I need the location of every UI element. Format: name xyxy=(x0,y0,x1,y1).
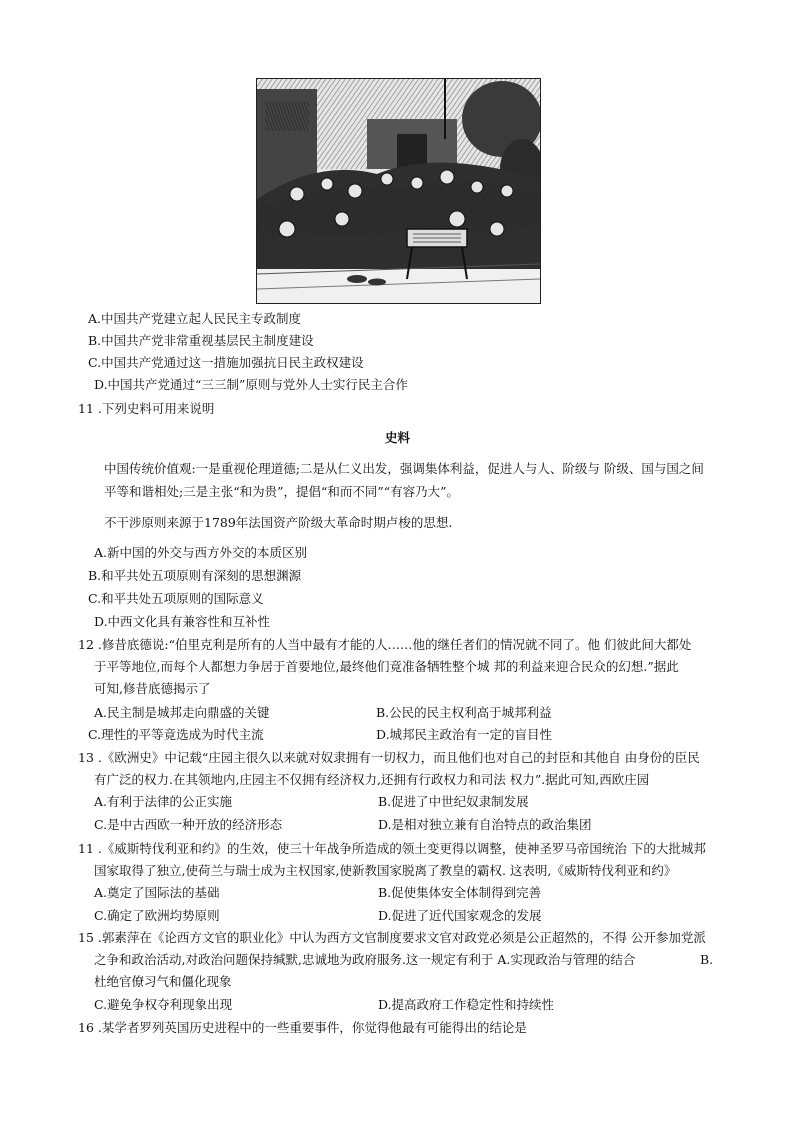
q15-stem-line-2-tail: B. xyxy=(700,952,714,967)
material-line-3: 不干涉原则来源于1789年法国资产阶级大革命时期卢梭的思想. xyxy=(104,515,453,530)
material-line-2: 平等和谐相处;三是主张“和为贵”，提倡“和而不同”“有容乃大”。 xyxy=(104,484,460,499)
q10-option-a: A.中国共产党建立起人民民主专政制度 xyxy=(88,311,302,326)
q14-option-d: D.促进了近代国家观念的发展 xyxy=(378,908,542,923)
q13-stem-line-1: 13 .《欧洲史》中记载“庄园主很久以来就对奴隶拥有一切权力，而且他们也对自己的封臣和其他自 由身份的臣民 xyxy=(78,750,700,765)
q15-stem-line-3: 杜绝官僚习气和僵化现象 xyxy=(94,974,232,989)
material-line-1: 中国传统价值观:一是重视伦理道德;二是从仁义出发，强调集体利益，促进人与人、阶级与 阶级、国与国之间 xyxy=(104,461,704,476)
q13-option-b: B.促进了中世纪奴隶制发展 xyxy=(378,794,529,809)
q10-option-c: C.中国共产党通过这一措施加强抗日民主政权建设 xyxy=(88,355,364,370)
q12-option-a: A.民主制是城邦走向鼎盛的关键 xyxy=(94,705,270,720)
q15-stem-line-2: 之争和政治活动,对政治问题保持缄默,忠诚地为政府服务.这一规定有利于 A.实现政治与管理的结合 xyxy=(94,952,636,967)
q12-option-b: B.公民的民主权利高于城邦利益 xyxy=(376,705,552,720)
q11a-option-b: B.和平共处五项原则有深刻的思想渊源 xyxy=(88,568,302,583)
q14-stem-line-2: 国家取得了独立,使荷兰与瑞士成为主权国家,使新教国家脱离了教皇的霸权. 这表明,《威斯特伐利亚和约》 xyxy=(94,863,677,878)
q14-option-b: B.促使集体安全体制得到完善 xyxy=(378,885,542,900)
q15-option-c: C.避免争权夺利现象出现 xyxy=(94,997,233,1012)
q12-stem-line-1: 12 .修昔底德说:“伯里克利是所有的人当中最有才能的人……他的继任者们的情况就不同了。他 们彼此间大都处 xyxy=(78,637,692,652)
q15-option-d: D.提高政府工作稳定性和持续性 xyxy=(378,997,555,1012)
q13-option-c: C.是中古西欧一种开放的经济形态 xyxy=(94,817,283,832)
q13-option-a: A.有利于法律的公正实施 xyxy=(94,794,233,809)
q16-stem: 16 .某学者罗列英国历史进程中的一些重要事件，你觉得他最有可能得出的结论是 xyxy=(78,1020,527,1035)
q11a-option-a: A.新中国的外交与西方外交的本质区别 xyxy=(94,545,308,560)
q15-stem-line-1: 15 .郭素萍在《论西方文官的职业化》中认为西方文官制度要求文官对政党必须是公正超然的，不得 公开参加党派 xyxy=(78,930,706,945)
woodcut-illustration xyxy=(256,78,541,304)
q12-stem-line-3: 可知,修昔底德揭示了 xyxy=(94,681,211,696)
q11a-option-d: D.中西文化具有兼容性和互补性 xyxy=(94,614,271,629)
q11a-stem: 11 .下列史料可用来说明 xyxy=(78,401,215,416)
q10-option-d: D.中国共产党通过“三三制”原则与党外人士实行民主合作 xyxy=(94,377,408,392)
q14-option-c: C.确定了欧洲均势原则 xyxy=(94,908,220,923)
q12-option-c: C.理性的平等竟选成为时代主流 xyxy=(88,727,264,742)
q14-stem-line-1: 11 .《威斯特伐利亚和约》的生效，使三十年战争所造成的领土变更得以调整，使神圣罗马帝国统治 下的大批城邦 xyxy=(78,841,706,856)
q13-stem-line-2: 有广泛的权力.在其领地内,庄园主不仅拥有经济权力,还拥有行政权力和司法 权力”.据此可知,西欧庄园 xyxy=(94,772,650,787)
q12-stem-line-2: 于平等地位,而每个人都想力争居于首要地位,最终他们竟准备牺牲整个城 邦的利益来迎合民众的幻想.”据此 xyxy=(94,659,679,674)
q11a-option-c: C.和平共处五项原则的国际意义 xyxy=(88,591,264,606)
q14-option-a: A.奠定了国际法的基础 xyxy=(94,885,220,900)
q10-option-b: B.中国共产党非常重视基层民主制度建设 xyxy=(88,333,314,348)
q12-option-d: D.城邦民主政治有一定的盲目性 xyxy=(376,727,553,742)
q13-option-d: D.是相对独立兼有自治特点的政治集团 xyxy=(378,817,592,832)
material-title: 史料 xyxy=(385,430,411,445)
